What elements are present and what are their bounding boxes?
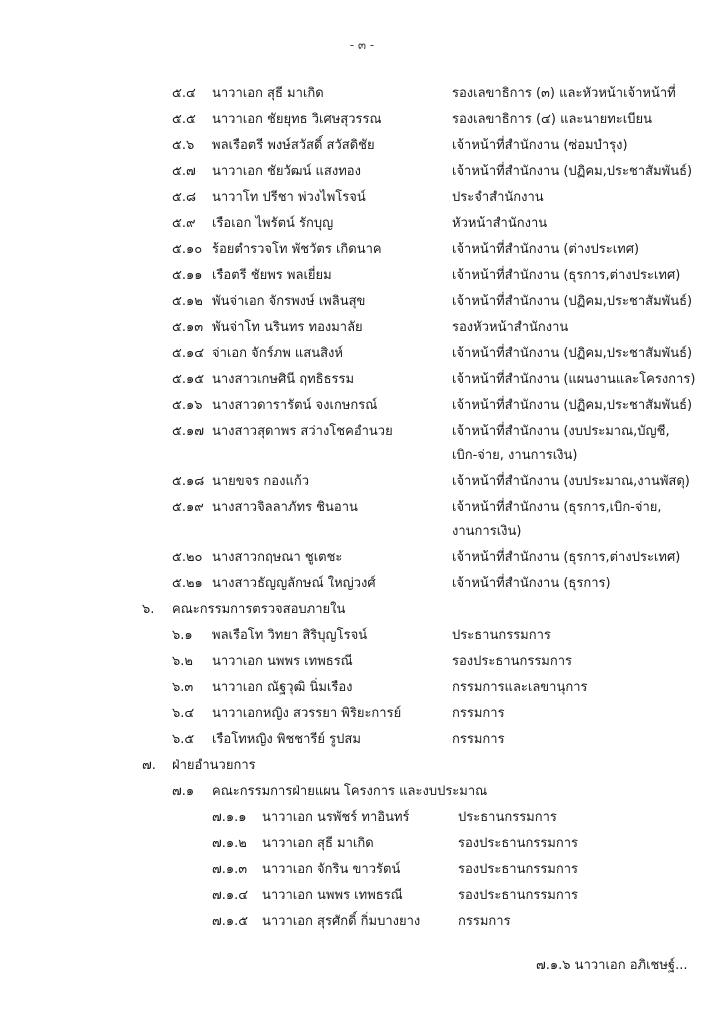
section-number: ๗. — [142, 758, 156, 773]
item-number: ๗.๑.๕ — [212, 914, 249, 929]
person-name: นาวาเอก นรพัชร์ ทาอินทร์ — [262, 810, 410, 825]
position: งานการเงิน) — [452, 524, 522, 539]
item-number: ๕.๑๖ — [172, 398, 203, 413]
item-number: ๕.๑๙ — [172, 500, 204, 515]
item-number: ๕.๒๑ — [172, 576, 203, 591]
position: รองประธานกรรมการ — [458, 862, 579, 877]
position: กรรมการ — [458, 914, 511, 929]
person-name: นาวาเอก สุธี มาเกิด — [212, 86, 324, 101]
person-name: เรือโทหญิง พิชชารีย์ รูปสม — [212, 732, 361, 747]
position: เจ้าหน้าที่สำนักงาน (ปฏิคม,ประชาสัมพันธ์) — [452, 294, 693, 309]
item-number: ๗.๑.๔ — [212, 888, 249, 903]
item-number: ๕.๖ — [172, 138, 195, 153]
person-name: นาวาเอก ชัยวัฒน์ แสงทอง — [212, 164, 361, 179]
person-name: เรือเอก ไพรัตน์ รักบุญ — [212, 216, 334, 231]
item-number: ๗.๑.๓ — [212, 862, 248, 877]
person-name: นางสาวสุดาพร สว่างโชคอำนวย — [212, 424, 393, 439]
position: เจ้าหน้าที่สำนักงาน (ปฏิคม,ประชาสัมพันธ์) — [452, 346, 693, 361]
person-name: พันจ่าเอก จักรพงษ์ เพลินสุข — [212, 294, 366, 309]
position: รองเลขาธิการ (๔) และนายทะเบียน — [452, 112, 652, 127]
person-name: นาวาเอก นพพร เทพธรณี — [262, 888, 403, 903]
person-name: พันจ่าโท นรินทร ทองมาลัย — [212, 320, 363, 335]
position: เจ้าหน้าที่สำนักงาน (ปฏิคม,ประชาสัมพันธ์) — [452, 164, 693, 179]
item-number: ๕.๑๓ — [172, 320, 204, 335]
position: รองประธานกรรมการ — [452, 654, 573, 669]
position: เจ้าหน้าที่สำนักงาน (งบประมาณ,งานพัสดุ) — [452, 474, 690, 489]
position: กรรมการ — [452, 706, 505, 721]
item-number: ๖.๔ — [172, 706, 195, 721]
position: รองเลขาธิการ (๓) และหัวหน้าเจ้าหน้าที่ — [452, 86, 676, 101]
page-number: - ๓ - — [349, 38, 375, 52]
person-name: นาวาเอก ชัยยุทธ วิเศษสุวรรณ — [212, 112, 382, 127]
person-name: พลเรือโท วิทยา สิริบุญโรจน์ — [212, 628, 368, 643]
item-number: ๕.๑๘ — [172, 474, 205, 489]
position: เจ้าหน้าที่สำนักงาน (ธุรการ,ต่างประเทศ) — [452, 550, 681, 565]
position: ประจำสำนักงาน — [452, 190, 544, 205]
person-name: นายขจร กองแก้ว — [212, 474, 309, 489]
item-number: ๕.๑๐ — [172, 242, 203, 257]
position: กรรมการและเลขานุการ — [452, 680, 588, 695]
item-number: ๗.๑.๑ — [212, 810, 247, 825]
item-number: ๕.๕ — [172, 112, 196, 127]
position: เจ้าหน้าที่สำนักงาน (ต่างประเทศ) — [452, 242, 640, 257]
item-number: ๕.๘ — [172, 190, 197, 205]
position: รองประธานกรรมการ — [458, 888, 579, 903]
position: เจ้าหน้าที่สำนักงาน (ธุรการ,เบิก-จ่าย, — [452, 500, 662, 515]
item-number: ๗.๑.๒ — [212, 836, 247, 851]
position: ประธานกรรมการ — [452, 628, 551, 643]
person-name: นาวาโท ปรีชา พ่วงไพโรจน์ — [212, 190, 366, 205]
person-name: เรือตรี ชัยพร พลเยี่ยม — [212, 268, 332, 283]
person-name: นางสาวจิลลาภัทร ชินอาน — [212, 500, 358, 515]
person-name: นางสาวเกษศินี ฤทธิธรรม — [212, 372, 355, 387]
item-number: ๕.๗ — [172, 164, 196, 179]
position: กรรมการ — [452, 732, 505, 747]
item-number: ๕.๔ — [172, 86, 196, 101]
item-number: ๖.๕ — [172, 732, 195, 747]
item-number: ๖.๓ — [172, 680, 194, 695]
position: รองประธานกรรมการ — [458, 836, 579, 851]
item-number: ๖.๒ — [172, 654, 193, 669]
person-name: นาวาเอก สุรศักดิ์ กิ่มบางยาง — [262, 914, 421, 929]
subsection-title: คณะกรรมการฝ่ายแผน โครงการ และงบประมาณ — [212, 784, 488, 799]
position: เจ้าหน้าที่สำนักงาน (ซ่อมบำรุง) — [452, 138, 628, 153]
position: เจ้าหน้าที่สำนักงาน (งบประมาณ,บัญชี, — [452, 424, 670, 439]
item-number: ๕.๑๕ — [172, 372, 205, 387]
item-number: ๕.๒๐ — [172, 550, 203, 565]
section-number: ๖. — [142, 602, 155, 617]
person-name: นาวาเอก สุธี มาเกิด — [262, 836, 374, 851]
position: เจ้าหน้าที่สำนักงาน (ธุรการ) — [452, 576, 611, 591]
item-number: ๕.๑๗ — [172, 424, 204, 439]
person-name: นางสาวกฤษณา ชูเตชะ — [212, 550, 343, 565]
position: เจ้าหน้าที่สำนักงาน (แผนงานและโครงการ) — [452, 372, 696, 387]
position: หัวหน้าสำนักงาน — [452, 216, 548, 231]
person-name: นางสาวดารารัตน์ จงเกษกรณ์ — [212, 398, 378, 413]
item-number: ๕.๑๔ — [172, 346, 205, 361]
item-number: ๕.๑๑ — [172, 268, 203, 283]
section-title: ฝ่ายอำนวยการ — [172, 758, 256, 773]
person-name: นาวาเอก ณัฐวุฒิ นิ่มเรือง — [212, 680, 353, 695]
person-name: นางสาวธัญญลักษณ์ ใหญ่วงศ์ — [212, 576, 376, 591]
position: เจ้าหน้าที่สำนักงาน (ปฏิคม,ประชาสัมพันธ์) — [452, 398, 693, 413]
person-name: ร้อยตำรวจโท พัชวัตร เกิดนาค — [212, 242, 382, 257]
subsection-number: ๗.๑ — [172, 784, 195, 799]
item-number: ๕.๑๒ — [172, 294, 203, 309]
position: เบิก-จ่าย, งานการเงิน) — [452, 448, 578, 463]
person-name: จ่าเอก จักร์ภพ แสนสิงห์ — [212, 346, 343, 361]
person-name: นาวาเอกหญิง สวรรยา พิริยะการย์ — [212, 706, 402, 721]
person-name: พลเรือตรี พงษ์สวัสดิ์ สวัสดิชัย — [212, 138, 375, 153]
person-name: นาวาเอก นพพร เทพธรณี — [212, 654, 353, 669]
section-title: คณะกรรมการตรวจสอบภายใน — [172, 602, 346, 617]
position: ประธานกรรมการ — [458, 810, 557, 825]
item-number: ๖.๑ — [172, 628, 193, 643]
position: รองหัวหน้าสำนักงาน — [452, 320, 569, 335]
position: เจ้าหน้าที่สำนักงาน (ธุรการ,ต่างประเทศ) — [452, 268, 681, 283]
item-number: ๕.๙ — [172, 216, 196, 231]
continuation-footer: ๗.๑.๖ นาวาเอก อภิเชษฐ์... — [536, 958, 688, 973]
person-name: นาวาเอก จักริน ขาวรัตน์ — [262, 862, 401, 877]
